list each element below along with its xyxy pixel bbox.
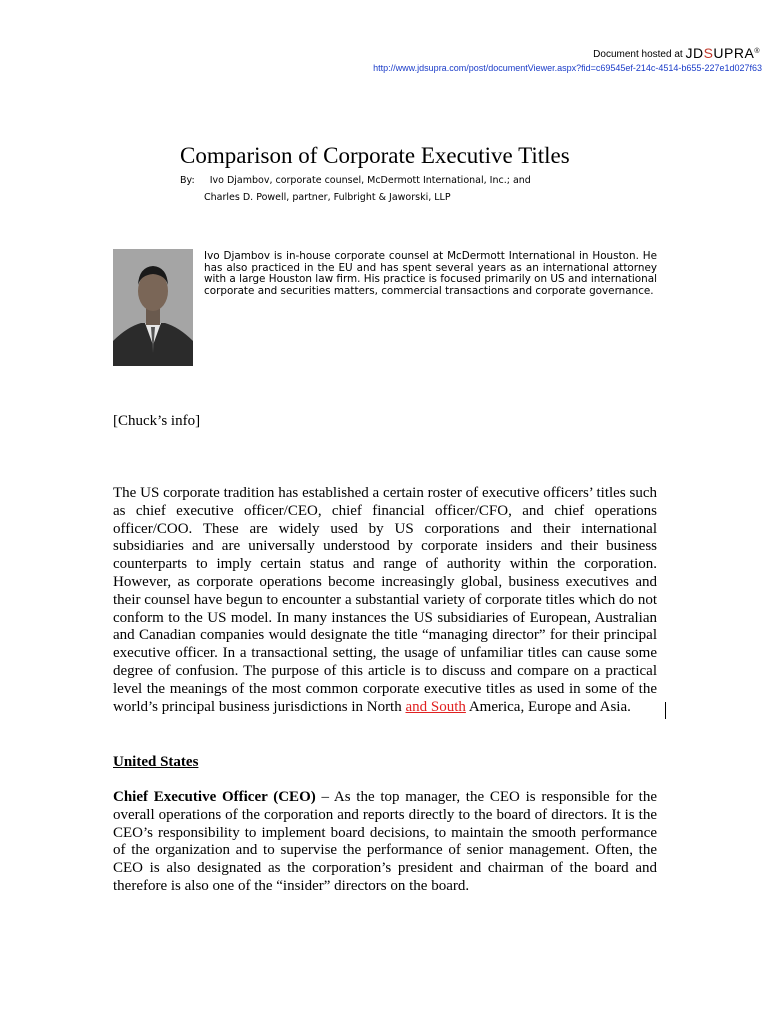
hosted-prefix: Document hosted at — [593, 49, 686, 60]
byline-author-2: Charles D. Powell, partner, Fulbright & Jaworski, LLP — [204, 192, 451, 203]
tracked-insertion: and South — [405, 698, 466, 715]
section-heading: United States — [113, 754, 199, 770]
author-bio: Ivo Djambov is in-house corporate counsel at McDermott International in Houston. He has also practiced in the EU and has spent several years as an international attorney with a large Houston law firm. His practice is focused primarily on US and international corporate and securities matters, commercial transactions and corporate governance. — [204, 250, 657, 297]
jdsupra-logo: JDSUPRA® — [685, 45, 760, 61]
ceo-term: Chief Executive Officer (CEO) — [113, 789, 316, 805]
page-title: Comparison of Corporate Executive Titles — [180, 143, 570, 169]
ceo-paragraph: Chief Executive Officer (CEO) – As the top manager, the CEO is responsible for the overall operations of the corporation and reports directly to the board of directors. It is the CEO’s responsibility to implement board decisions, to maintain the smooth performance of the organization and to supervise the performance of senior management. Often, the CEO is also designated as the corporation’s president and chairman of the board and therefore is also one of the “insider” directors on the board. — [113, 789, 657, 894]
intro-paragraph: The US corporate tradition has established a certain roster of executive officers’ titles such as chief executive officer/CEO, chief financial officer/CFO, and chief operations officer/COO. These are widely used by US corporations and their international subsidiaries and are universally understood by corporate insiders and their business counterparts to imply certain status and range of authority within the corporation. However, as corporate operations become increasingly global, business executives and their counsel have begun to encounter a substantial variety of corporate titles which do not conform to the US model. In many instances the US subsidiaries of European, Australian and Canadian companies would designate the title “managing director” for their principal executive officer. In a transactional setting, the usage of unfamiliar titles can cause some degree of confusion. The purpose of this article is to discuss and compare on a practical level the meanings of the most common corporate executive titles as used in some of the world’s principal business jurisdictions in North and South America, Europe and Asia. — [113, 485, 657, 715]
change-bar — [665, 702, 666, 719]
placeholder-note: [Chuck’s info] — [113, 413, 201, 429]
hosted-banner — [593, 45, 760, 61]
byline-author-1: Ivo Djambov, corporate counsel, McDermott International, Inc.; and — [209, 175, 531, 186]
author-photo — [113, 249, 193, 366]
byline-label: By: — [180, 175, 195, 186]
byline — [180, 172, 531, 206]
document-url-link[interactable]: http://www.jdsupra.com/post/documentViewer.aspx?fid=c69545ef-214c-4514-b655-227e1d027f63 — [373, 63, 762, 73]
